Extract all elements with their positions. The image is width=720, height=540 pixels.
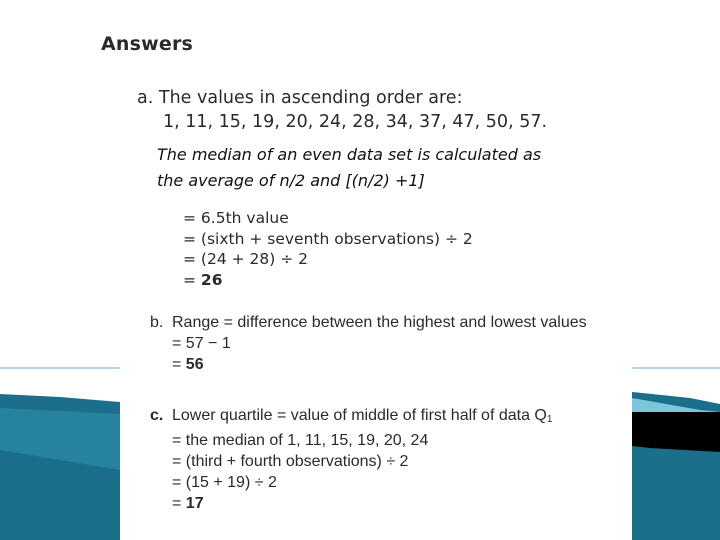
part-b-result-prefix: = <box>172 356 186 373</box>
part-b-line-1 <box>150 312 587 333</box>
part-a-result: 26 <box>200 270 223 289</box>
part-a-result-prefix: = <box>183 270 201 289</box>
page-title: Answers <box>101 33 194 55</box>
median-note-line-2: the average of n/2 and [(n/2) +1] <box>157 171 425 190</box>
part-c-result-line <box>150 493 552 514</box>
part-c-line-1 <box>150 405 552 430</box>
part-b-line-2: = 57 − 1 <box>172 335 231 352</box>
part-a-step-1: = 6.5th value <box>183 209 289 227</box>
median-note-line-1: The median of an even data set is calculated as <box>157 145 542 164</box>
part-a-step-2: = (sixth + seventh observations) ÷ 2 <box>183 229 473 248</box>
median-note <box>157 142 541 194</box>
part-a-intro <box>137 86 547 134</box>
part-b-text: Range = difference between the highest and lowest values <box>172 314 587 331</box>
part-a-intro-text: The values in ascending order are: <box>158 88 463 108</box>
part-c-result-prefix: = <box>172 495 186 512</box>
part-c-result: 17 <box>185 495 204 512</box>
part-a-result-line <box>183 270 473 291</box>
part-b-block <box>150 312 587 375</box>
part-c-block <box>150 405 552 514</box>
part-c-letter: c. <box>150 407 164 424</box>
part-c-line-2: = the median of 1, 11, 15, 19, 20, 24 <box>172 432 429 449</box>
black-band-right <box>632 412 720 452</box>
part-b-letter: b. <box>150 314 164 331</box>
part-c-line-3: = (third + fourth observations) ÷ 2 <box>172 453 409 470</box>
part-c-line-4: = (15 + 19) ÷ 2 <box>172 474 277 491</box>
part-a-letter: a. <box>137 88 154 108</box>
part-b-result-line <box>150 354 587 375</box>
part-c-subscript: 1 <box>546 414 553 425</box>
part-b-result: 56 <box>185 356 204 373</box>
part-a-steps <box>183 208 473 290</box>
part-a-step-3: = (24 + 28) ÷ 2 <box>183 250 308 268</box>
part-a-intro-line <box>137 86 547 110</box>
part-c-text: Lower quartile = value of middle of first half of data Q <box>172 407 547 424</box>
part-a-values: 1, 11, 15, 19, 20, 24, 28, 34, 37, 47, 50, 57. <box>163 112 548 132</box>
